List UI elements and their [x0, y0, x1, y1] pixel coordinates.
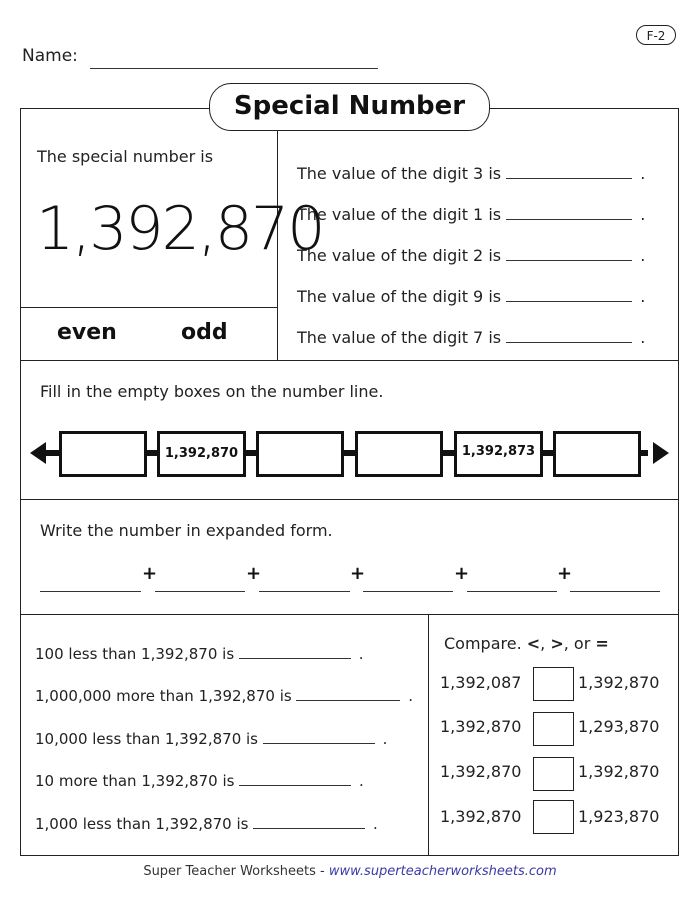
- plus-sign: +: [454, 563, 470, 584]
- plus-sign: +: [142, 563, 158, 584]
- footer-url-link[interactable]: www.superteacherworksheets.com: [328, 864, 557, 879]
- worksheet-code-badge: F-2: [636, 25, 676, 45]
- plus-sign: +: [350, 563, 366, 584]
- more-less-item: 1,000,000 more than 1,392,870 is .: [35, 687, 414, 705]
- compare-right-value: 1,923,870: [578, 807, 660, 826]
- odd-option[interactable]: odd: [181, 320, 228, 345]
- answer-line[interactable]: [239, 646, 351, 659]
- number-line-box: 1,392,870: [157, 431, 246, 477]
- expanded-form-instruction: Write the number in expanded form.: [40, 521, 333, 540]
- answer-line[interactable]: [506, 289, 632, 302]
- name-input-line[interactable]: [90, 68, 378, 69]
- expanded-answer-line[interactable]: [570, 591, 660, 592]
- divider-even-odd: [20, 307, 278, 308]
- footer-brand: Super Teacher Worksheets -: [143, 864, 329, 879]
- compare-right-value: 1,392,870: [578, 762, 660, 781]
- expanded-answer-line[interactable]: [363, 591, 453, 592]
- answer-line[interactable]: [506, 330, 632, 343]
- compare-left-value: 1,392,870: [440, 762, 522, 781]
- answer-line[interactable]: [296, 688, 400, 701]
- worksheet-title: Special Number: [209, 83, 490, 131]
- compare-answer-box[interactable]: [533, 712, 574, 746]
- compare-right-value: 1,392,870: [578, 673, 660, 692]
- answer-line[interactable]: [506, 207, 632, 220]
- expanded-answer-line[interactable]: [259, 591, 350, 592]
- digit-value-item: The value of the digit 1 is .: [297, 205, 646, 224]
- digit-value-item: The value of the digit 3 is .: [297, 164, 646, 183]
- number-line-box[interactable]: [256, 431, 344, 477]
- number-line-box[interactable]: [59, 431, 147, 477]
- number-line-instruction: Fill in the empty boxes on the number line.: [40, 382, 384, 401]
- name-label: Name:: [22, 46, 78, 66]
- answer-line[interactable]: [506, 248, 632, 261]
- footer: [0, 864, 700, 879]
- divider-section-2: [20, 499, 679, 500]
- number-line-box[interactable]: [355, 431, 443, 477]
- digit-value-item: The value of the digit 9 is .: [297, 287, 646, 306]
- divider-section-3: [20, 614, 679, 615]
- answer-line[interactable]: [239, 773, 351, 786]
- digit-value-item: The value of the digit 7 is .: [297, 328, 646, 347]
- plus-sign: +: [246, 563, 262, 584]
- number-line-box: 1,392,873: [454, 431, 543, 477]
- more-less-item: 10,000 less than 1,392,870 is .: [35, 730, 388, 748]
- compare-left-value: 1,392,087: [440, 673, 522, 692]
- expanded-answer-line[interactable]: [155, 591, 245, 592]
- arrow-right-icon: [653, 442, 669, 464]
- compare-left-value: 1,392,870: [440, 807, 522, 826]
- even-option[interactable]: even: [57, 320, 117, 345]
- compare-answer-box[interactable]: [533, 757, 574, 791]
- expanded-answer-line[interactable]: [40, 591, 141, 592]
- digit-value-item: The value of the digit 2 is .: [297, 246, 646, 265]
- plus-sign: +: [557, 563, 573, 584]
- expanded-answer-line[interactable]: [467, 591, 557, 592]
- answer-line[interactable]: [253, 816, 365, 829]
- divider-bottom-vertical: [428, 614, 429, 856]
- compare-answer-box[interactable]: [533, 800, 574, 834]
- more-less-item: 10 more than 1,392,870 is .: [35, 772, 364, 790]
- number-line-box[interactable]: [553, 431, 641, 477]
- arrow-left-icon: [30, 442, 46, 464]
- compare-right-value: 1,293,870: [578, 717, 660, 736]
- compare-answer-box[interactable]: [533, 667, 574, 701]
- divider-section-1: [20, 360, 679, 361]
- compare-instruction: Compare. <, >, or =: [444, 634, 609, 653]
- special-number: 1,392,870: [36, 194, 324, 264]
- answer-line[interactable]: [263, 731, 375, 744]
- special-number-intro: The special number is: [37, 147, 214, 166]
- compare-left-value: 1,392,870: [440, 717, 522, 736]
- more-less-item: 1,000 less than 1,392,870 is .: [35, 815, 378, 833]
- more-less-item: 100 less than 1,392,870 is .: [35, 645, 364, 663]
- answer-line[interactable]: [506, 166, 632, 179]
